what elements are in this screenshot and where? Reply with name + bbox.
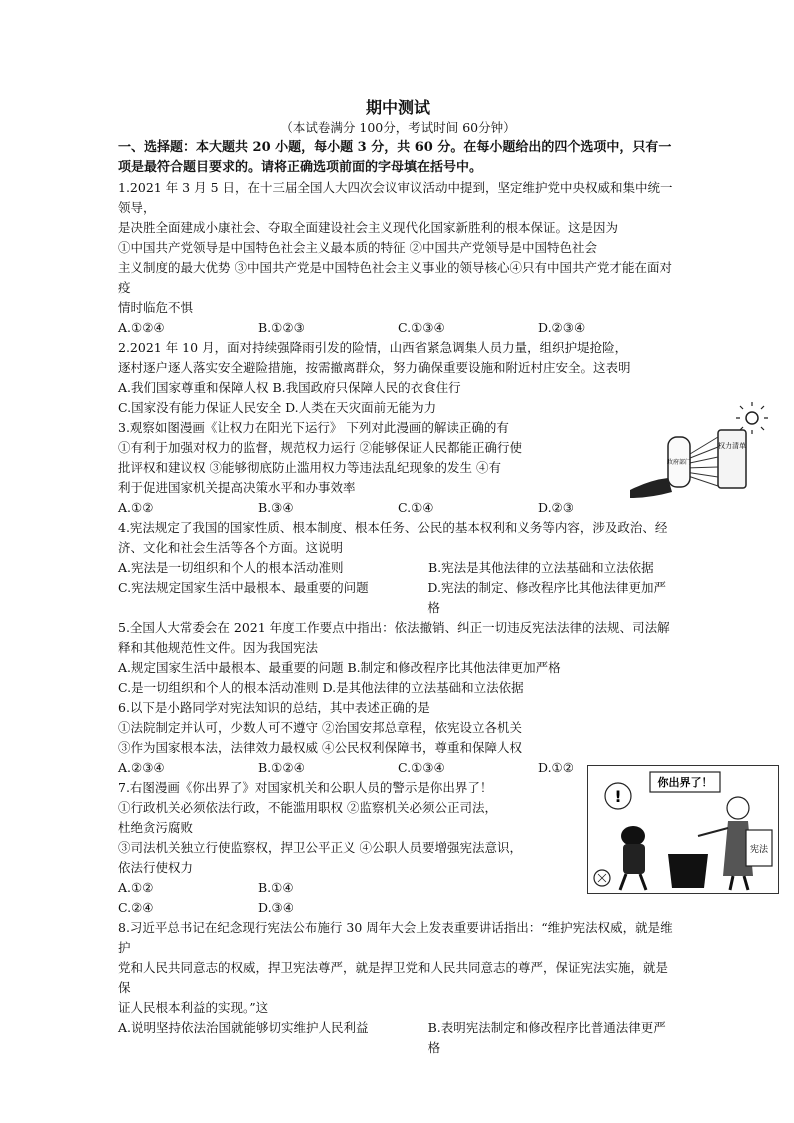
option-line: A.我们国家尊重和保障人权 B.我国政府只保障人民的衣食住行 — [118, 380, 461, 395]
question-3 — [118, 418, 678, 518]
option-a: A.①②④ — [118, 320, 165, 335]
option-c: C.宪法规定国家生活中最根本、最重要的问题 — [118, 580, 369, 595]
comic-out-of-bounds — [587, 765, 779, 894]
question-text: ①法院制定并认可，少数人可不遵守 ②治国安邦总章程，依宪设立各机关 — [118, 720, 522, 735]
question-text: ①行政机关必须依法行政，不能滥用职权 ②监察机关必须公正司法， — [118, 800, 497, 815]
option-d: D.②③ — [538, 500, 574, 515]
question-text: ①中国共产党领导是中国特色社会主义最本质的特征 ②中国共产党领导是中国特色社会 — [118, 240, 597, 255]
question-text: ③作为国家根本法，法律效力最权威 ④公民权利保障书，尊重和保障人权 — [118, 740, 522, 755]
question-text: 6.以下是小路同学对宪法知识的总结，其中表述正确的是 — [118, 700, 430, 715]
question-text: 杜绝贪污腐败 — [118, 820, 194, 835]
option-d: D.宪法的制定、修改程序比其他法律更加严格 — [427, 580, 666, 615]
official-figure — [620, 826, 646, 890]
option-row — [118, 578, 678, 618]
question-text: 主义制度的最大优势 ③中国共产党是中国特色社会主义事业的领导核心④只有中国共产党才能在面对疫 — [118, 260, 672, 295]
section-heading: 一、选择题：本大题共 20 小题，每小题 3 分，共 60 分。在每小题给出的四个选项中，只有一项是最符合题目要求的。请将正确选项前面的字母填在括号中。 — [118, 140, 672, 175]
option-line: C.国家没有能力保证人民安全 D.人类在天灾面前无能为力 — [118, 400, 437, 415]
question-1 — [118, 178, 678, 338]
option-b: B.宪法是其他法律的立法基础和立法依据 — [428, 560, 654, 575]
option-d: D.②③④ — [538, 320, 586, 335]
option-row — [118, 558, 678, 578]
question-text: 是决胜全面建成小康社会、夺取全面建设社会主义现代化国家新胜利的根本保证。这是因为 — [118, 220, 619, 235]
book-label: 宪法 — [749, 845, 769, 855]
table-icon — [668, 854, 708, 888]
option-a: A.①② — [118, 880, 154, 895]
referee-figure — [698, 797, 753, 890]
option-line: A.规定国家生活中最根本、最重要的问题 B.制定和修改程序比其他法律更加严格 — [118, 660, 561, 675]
exam-page — [118, 98, 678, 1058]
question-text: 1.2021 年 3 月 5 日，在十三届全国人大四次会议审议活动中提到，坚定维护党中央权威和集中统一领导， — [118, 180, 673, 215]
speech-bubble — [650, 772, 720, 792]
question-8 — [118, 918, 678, 1058]
option-b: B.③④ — [258, 500, 294, 515]
question-text: 批评权和建议权 ③能够彻底防止滥用权力等违法乱纪现象的发生 ④有 — [118, 460, 501, 475]
question-4 — [118, 518, 678, 618]
svg-text:!: ! — [614, 787, 622, 806]
question-2 — [118, 338, 678, 418]
option-d: D.①② — [538, 760, 574, 775]
question-text: 利于促进国家机关提高决策水平和办事效率 — [118, 480, 356, 495]
option-b: B.①②③ — [258, 320, 305, 335]
question-text: 依法行使权力 — [118, 860, 194, 875]
question-text: 党和人民共同意志的权威，捍卫宪法尊严，就是捍卫党和人民共同意志的尊严，保证宪法实施，就是保 — [118, 960, 669, 995]
stamp-icon — [667, 437, 691, 487]
question-text: ③司法机关独立行使监察权，捍卫公平正义 ④公职人员要增强宪法意识， — [118, 840, 522, 855]
question-text: 8.习近平总书记在纪念现行宪法公布施行 30 周年大会上发表重要讲话指出：“维护宪法权威，就是维护 — [118, 920, 673, 955]
bubble-text: 你出界了！ — [657, 776, 713, 789]
option-c: C.①③④ — [398, 320, 445, 335]
question-text: 逐村逐户逐人落实安全避险措施，按需撤离群众，努力确保重要设施和附近村庄安全。这表明 — [118, 360, 631, 375]
question-text: 情时临危不惧 — [118, 300, 194, 315]
comic-power-in-sunlight — [630, 402, 775, 502]
question-text: 7.右图漫画《你出界了》对国家机关和公职人员的警示是你出界了！ — [118, 780, 493, 795]
option-a: A.说明坚持依法治国就能够切实维护人民利益 — [118, 1020, 369, 1035]
question-text: 2.2021 年 10 月，面对持续强降雨引发的险情，山西省紧急调集人员力量，组织护堤抢险， — [118, 340, 628, 355]
answer-options — [118, 318, 678, 338]
option-row — [118, 1018, 678, 1058]
power-list-scroll — [718, 430, 746, 488]
question-5 — [118, 618, 678, 698]
question-text: 3.观察如图漫画《让权力在阳光下运行》 下列对此漫画的解读正确的有 — [118, 420, 509, 435]
sun-icon — [736, 402, 768, 434]
constitution-book — [746, 830, 772, 866]
question-text: ①有利于加强对权力的监督，规范权力运行 ②能够保证人民都能正确行使 — [118, 440, 522, 455]
option-c: C.②④ — [118, 900, 154, 915]
option-a: A.①② — [118, 500, 154, 515]
stamp-label: 政府部门 — [666, 459, 692, 466]
exam-info: （本试卷满分 100分，考试时间 60分钟） — [280, 120, 516, 135]
option-line: C.是一切组织和个人的根本活动准则 D.是其他法律的立法基础和立法依据 — [118, 680, 524, 695]
power-list-label: 权力清单 — [718, 442, 746, 450]
ball-icon — [594, 870, 610, 886]
answer-options — [118, 498, 678, 518]
question-text: 证人民根本利益的实现。”这 — [118, 1000, 269, 1015]
hand-icon — [630, 478, 672, 498]
answer-options — [118, 898, 678, 918]
option-c: C.①④ — [398, 500, 434, 515]
question-text: 5.全国人大常委会在 2021 年度工作要点中指出：依法撤销、纠正一切违反宪法法律的法规、司法解释和其他规范性文件。因为我国宪法 — [118, 620, 670, 655]
exclamation-icon — [605, 783, 631, 809]
question-text: 4.宪法规定了我国的国家性质、根本制度、根本任务、公民的基本权利和义务等内容，涉及政治、经济、文化和社会生活等各个方面。这说明 — [118, 520, 668, 555]
option-a: A.宪法是一切组织和个人的根本活动准则 — [118, 560, 344, 575]
option-d: D.③④ — [258, 900, 294, 915]
page-title: 期中测试 — [365, 98, 430, 117]
option-b: B.表明宪法制定和修改程序比普通法律更严格 — [427, 1020, 666, 1055]
option-c: C.①③④ — [398, 760, 445, 775]
option-b: B.①②④ — [258, 760, 305, 775]
option-a: A.②③④ — [118, 760, 165, 775]
option-b: B.①④ — [258, 880, 294, 895]
